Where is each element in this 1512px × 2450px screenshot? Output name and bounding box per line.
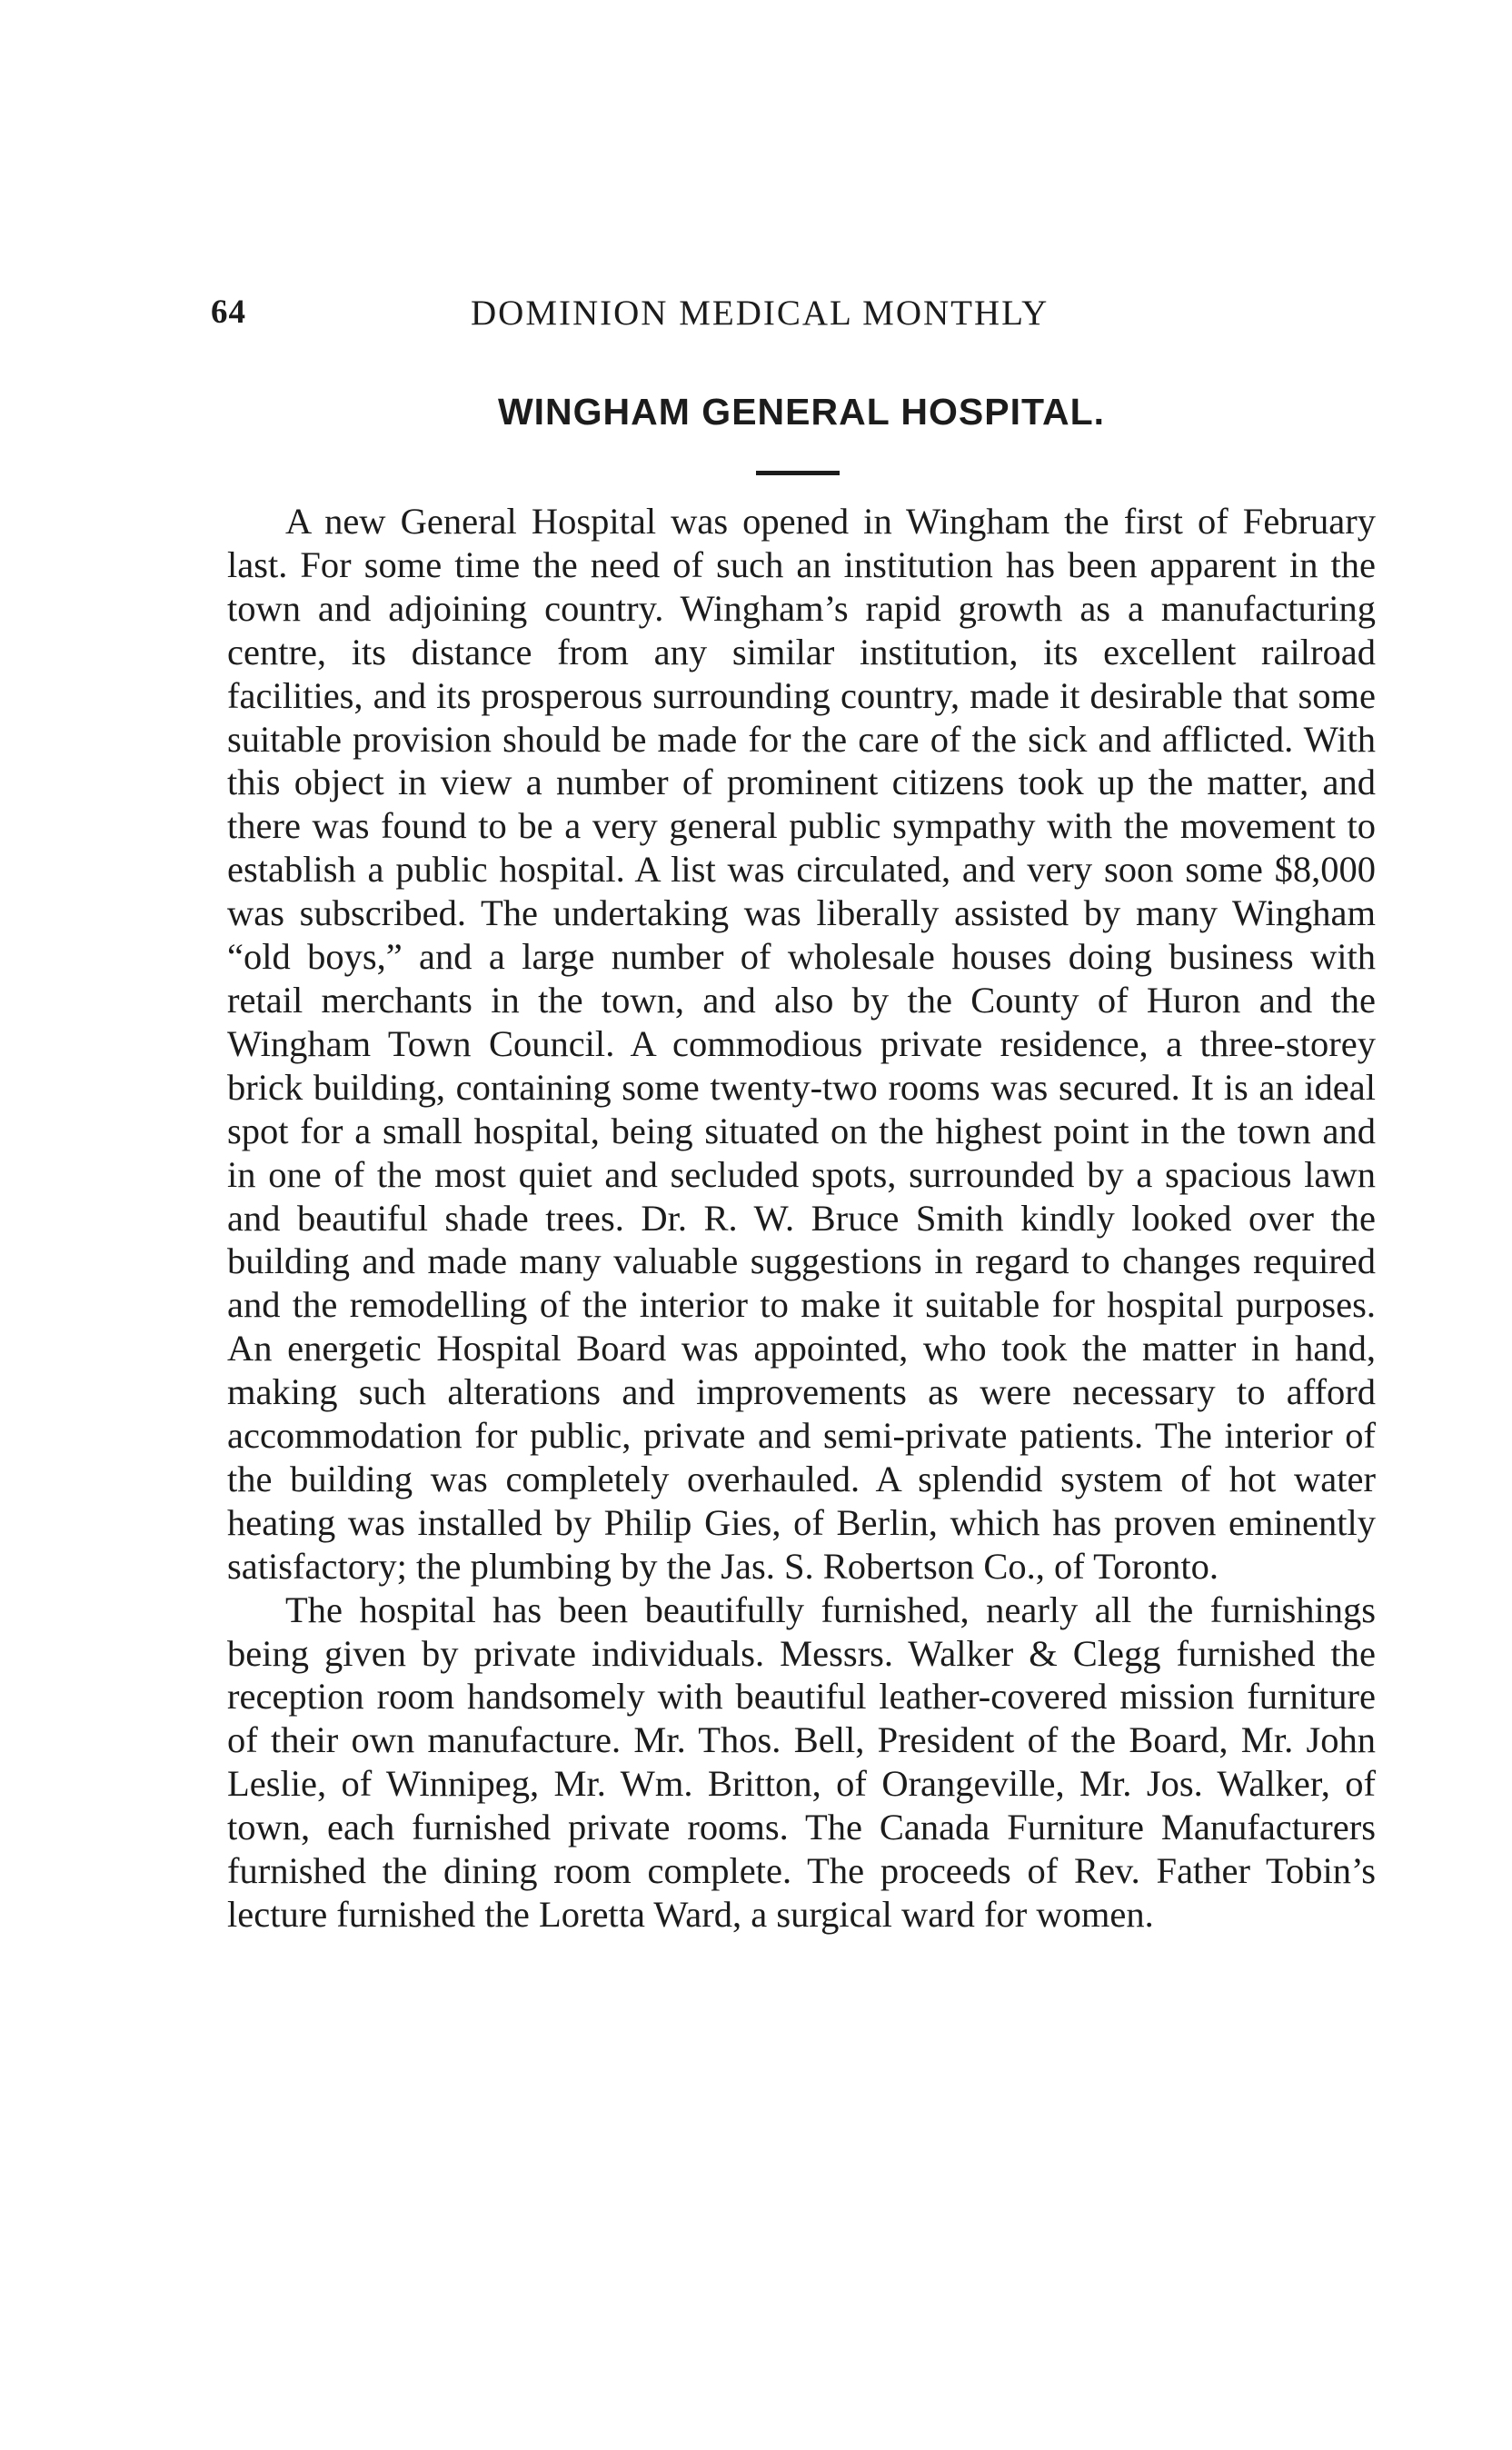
page-number: 64 [211, 294, 246, 331]
paragraph: The hospital has been beautifully furnished, nearly all the furnishings being given by private individuals. Messrs. Walker & Clegg furnished the reception room handsomely with beautiful leather-covered mission furniture of their own manufacture. Mr. Thos. Bell, President of the Board, Mr. John Leslie, of Winnipeg, Mr. Wm. Britton, of Orangeville, Mr. Jos. Walker, of town, each furnished private rooms. The Canada Furniture Manufacturers furnished the dining room complete. The proceeds of Rev. Father Tobin’s lecture furnished the Loretta Ward, a surgical ward for women. [227, 1589, 1376, 1935]
running-head [211, 293, 1119, 347]
journal-title: DOMINION MEDICAL MONTHLY [471, 294, 1049, 333]
article-body [227, 500, 1376, 1937]
article-title: WINGHAM GENERAL HOSPITAL. [497, 391, 1106, 433]
title-rule [756, 471, 840, 475]
paragraph: A new General Hospital was opened in Wingham the first of February last. For some time the need of such an institution has been apparent in the town and adjoining country. Wingham’s rapid growth as a manufacturing centre, its distance from any similar institution, its excellent railroad facilities, and its prosperous surrounding country, made it desirable that some suitable provision should be made for the care of the sick and afflicted. With this object in view a number of prominent citizens took up the matter, and there was found to be a very general public sympathy with the movement to establish a public hospital. A list was circulated, and very soon some $8,000 was subscribed. The undertaking was liberally assisted by many Wingham “old boys,” and a large number of wholesale houses doing business with retail merchants in the town, and also by the County of Huron and the Wingham Town Council. A commodious private residence, a three-storey brick building, containing some twenty-two rooms was secured. It is an ideal spot for a small hospital, being situated on the highest point in the town and in one of the most quiet and secluded spots, surrounded by a spacious lawn and beautiful shade trees. Dr. R. W. Bruce Smith kindly looked over the building and made many valuable suggestions in regard to changes required and the remodelling of the interior to make it suitable for hospital purposes. An energetic Hospital Board was appointed, who took the matter in hand, making such alterations and improvements as were necessary to afford accommodation for public, private and semi-private patients. The interior of the building was completely overhauled. A splendid system of hot water heating was installed by Philip Gies, of Berlin, which has proven eminently satisfactory; the plumbing by the Jas. S. Robertson Co., of Toronto. [227, 501, 1376, 1587]
